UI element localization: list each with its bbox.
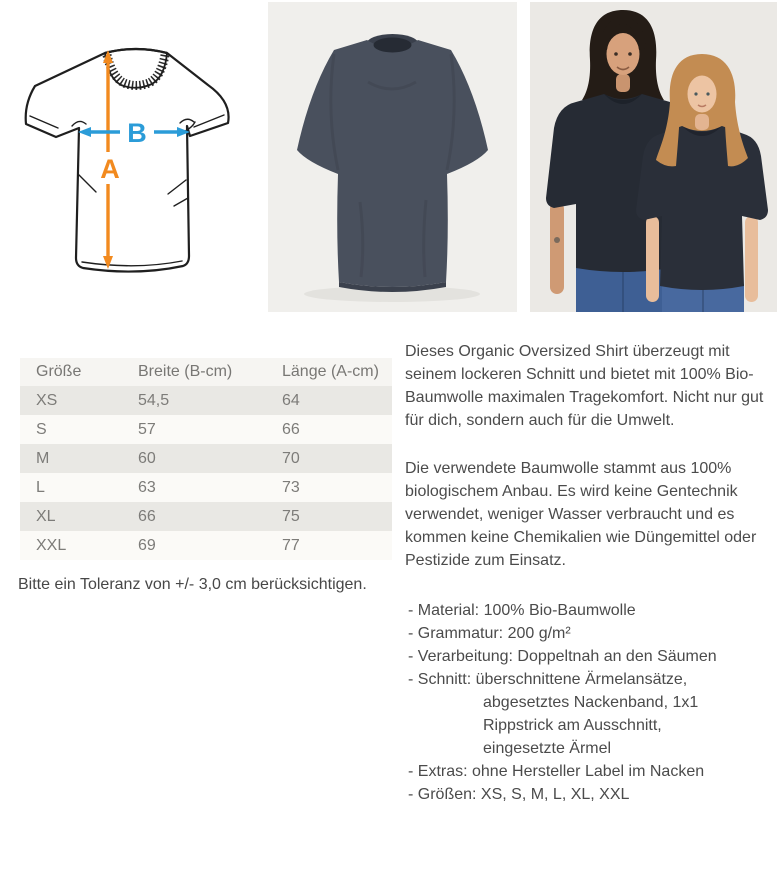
size-table-row [20, 386, 392, 415]
cell-size: XXL [36, 536, 67, 554]
cell-length: 75 [282, 507, 300, 525]
tshirt-outline [26, 49, 229, 272]
cell-width: 66 [138, 507, 156, 525]
cell-length: 64 [282, 391, 300, 409]
spec-line: - Grammatur: 200 g/m² [408, 625, 571, 642]
label-b: B [127, 118, 147, 148]
spec-line: - Größen: XS, S, M, L, XL, XXL [408, 786, 630, 803]
description-paragraph-2: Die verwendete Baumwolle stammt aus 100% biologischem Anbau. Es wird keine Gentechnik verwendet, weniger Wasser verbraucht und es kommen keine Chemikalien wie Düngemittel oder Pestizide zum Einsatz. [405, 460, 757, 569]
label-a: A [100, 154, 120, 184]
cell-width: 63 [138, 478, 156, 496]
oversized-shirt-photo [268, 2, 517, 312]
cell-length: 66 [282, 420, 300, 438]
column-header-length: Länge (A-cm) [282, 363, 379, 380]
cell-length: 73 [282, 478, 300, 496]
product-photo[interactable] [268, 2, 517, 312]
cell-width: 57 [138, 420, 156, 438]
size-table-row [20, 415, 392, 444]
size-table-row [20, 531, 392, 560]
size-table [20, 358, 392, 560]
spec-line: Rippstrick am Ausschnitt, [483, 717, 662, 734]
spec-line: abgesetztes Nackenband, 1x1 [483, 694, 699, 711]
size-table-row [20, 473, 392, 502]
spec-list [405, 599, 777, 806]
tshirt-measurement-diagram [18, 24, 238, 296]
cell-width: 60 [138, 449, 156, 467]
models-wearing-shirt-photo [530, 2, 777, 312]
spec-line: - Verarbeitung: Doppeltnah an den Säumen [408, 648, 717, 665]
cell-size: S [36, 420, 47, 438]
cell-size: L [36, 478, 45, 496]
spec-line: - Material: 100% Bio-Baumwolle [408, 602, 636, 619]
tolerance-note: Bitte ein Toleranz von +/- 3,0 cm berücksichtigen. [18, 576, 367, 593]
cell-length: 70 [282, 449, 300, 467]
description-paragraph-1: Dieses Organic Oversized Shirt überzeugt mit seinem lockeren Schnitt und bietet mit 100% Bio-Baumwolle maximalen Tragekomfort. Nicht nur gut für dich, sondern auch für die Umwelt. [405, 343, 764, 429]
cell-size: XL [36, 507, 56, 525]
size-table-body [20, 386, 392, 560]
cell-size: XS [36, 391, 58, 409]
column-header-width: Breite (B-cm) [138, 363, 233, 380]
product-description [405, 340, 777, 806]
spec-line: - Schnitt: überschnittene Ärmelansätze, [408, 671, 688, 688]
size-table-header [20, 358, 392, 386]
size-table-row [20, 502, 392, 531]
cell-size: M [36, 449, 50, 467]
column-header-size: Größe [36, 363, 82, 380]
size-table-row [20, 444, 392, 473]
spec-line: - Extras: ohne Hersteller Label im Nacken [408, 763, 705, 780]
spec-line: eingesetzte Ärmel [483, 740, 612, 757]
size-diagram-image[interactable] [18, 24, 238, 296]
cell-width: 54,5 [138, 391, 170, 409]
cell-length: 77 [282, 536, 300, 554]
models-photo[interactable] [530, 2, 777, 312]
cell-width: 69 [138, 536, 156, 554]
